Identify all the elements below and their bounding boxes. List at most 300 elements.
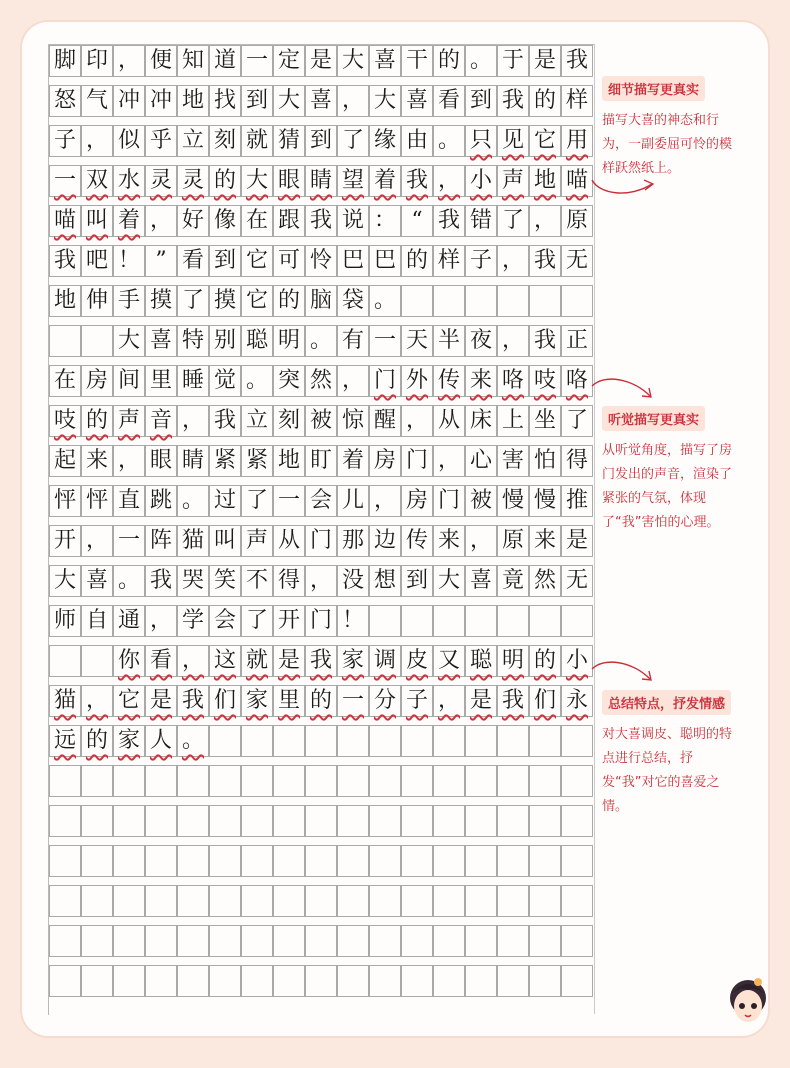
grid-cell	[465, 605, 497, 637]
grid-cell	[241, 925, 273, 957]
grid-cell: 是	[561, 525, 593, 557]
grid-row	[49, 885, 595, 917]
grid-cell	[209, 965, 241, 997]
grid-cell	[369, 885, 401, 917]
grid-cell	[433, 765, 465, 797]
grid-cell: 原	[561, 205, 593, 237]
grid-cell	[241, 725, 273, 757]
grid-cell: 房	[401, 485, 433, 517]
grid-cell	[529, 805, 561, 837]
grid-cell	[305, 805, 337, 837]
grid-cell: 的	[209, 165, 241, 197]
grid-cell	[81, 965, 113, 997]
grid-cell: 乎	[145, 125, 177, 157]
grid-cell: ，	[369, 485, 401, 517]
grid-cell	[529, 885, 561, 917]
grid-cell	[369, 605, 401, 637]
grid-cell: 竟	[497, 565, 529, 597]
grid-cell	[209, 805, 241, 837]
grid-cell: 于	[497, 45, 529, 77]
grid-cell	[433, 285, 465, 317]
grid-cell: ，	[497, 325, 529, 357]
grid-cell	[113, 805, 145, 837]
grid-cell: 我	[497, 85, 529, 117]
grid-cell: ，	[465, 525, 497, 557]
grid-cell: 摸	[209, 285, 241, 317]
grid-cell: ，	[177, 645, 209, 677]
grid-cell: 怦	[81, 485, 113, 517]
grid-cell: 找	[209, 85, 241, 117]
grid-cell: 又	[433, 645, 465, 677]
grid-cell: 我	[145, 565, 177, 597]
grid-cell: ”	[145, 245, 177, 277]
grid-cell	[529, 965, 561, 997]
grid-cell	[177, 925, 209, 957]
grid-cell: 巴	[337, 245, 369, 277]
grid-cell	[49, 805, 81, 837]
grid-cell	[337, 805, 369, 837]
grid-cell: 睡	[177, 365, 209, 397]
grid-cell: 开	[273, 605, 305, 637]
grid-cell: 怕	[529, 445, 561, 477]
grid-cell	[433, 605, 465, 637]
grid-cell: 伸	[81, 285, 113, 317]
grid-cell	[433, 965, 465, 997]
grid-cell: 。	[241, 365, 273, 397]
grid-cell: 大	[433, 565, 465, 597]
grid-cell: 无	[561, 245, 593, 277]
grid-cell: 地	[273, 445, 305, 477]
grid-cell	[561, 925, 593, 957]
grid-cell: 这	[209, 645, 241, 677]
grid-cell: 看	[177, 245, 209, 277]
grid-cell: 脚	[49, 45, 81, 77]
grid-cell: 错	[465, 205, 497, 237]
grid-cell: 小	[561, 645, 593, 677]
grid-cell: 巴	[369, 245, 401, 277]
grid-cell: 从	[433, 405, 465, 437]
grid-cell	[401, 285, 433, 317]
grid-cell: 了	[241, 485, 273, 517]
grid-cell: 的	[81, 405, 113, 437]
grid-cell: 过	[209, 485, 241, 517]
grid-cell: 咯	[561, 365, 593, 397]
grid-cell	[465, 725, 497, 757]
grid-cell	[369, 725, 401, 757]
grid-cell: 我	[529, 245, 561, 277]
grid-cell: 吱	[529, 365, 561, 397]
grid-cell: ，	[305, 565, 337, 597]
grid-cell: 慢	[497, 485, 529, 517]
grid-cell: 外	[401, 365, 433, 397]
grid-cell: 大	[113, 325, 145, 357]
grid-cell	[81, 885, 113, 917]
grid-cell: 夜	[465, 325, 497, 357]
grid-row	[49, 965, 595, 997]
grid-cell: 喵	[49, 205, 81, 237]
grid-cell: 皮	[401, 645, 433, 677]
grid-cell: 是	[273, 645, 305, 677]
grid-cell: 喜	[465, 565, 497, 597]
grid-cell: 开	[49, 525, 81, 557]
grid-cell: 在	[49, 365, 81, 397]
grid-cell: 的	[529, 85, 561, 117]
grid-cell: 冲	[145, 85, 177, 117]
grid-cell: 学	[177, 605, 209, 637]
annotation-text: 对大喜调皮、聪明的特点进行总结，抒发“我”对它的喜爱之情。	[602, 727, 733, 814]
grid-cell: 刻	[209, 125, 241, 157]
grid-cell: 干	[401, 45, 433, 77]
grid-cell: 是	[465, 685, 497, 717]
grid-cell: 立	[241, 405, 273, 437]
grid-cell: ，	[337, 85, 369, 117]
grid-cell: 双	[81, 165, 113, 197]
grid-cell: 气	[81, 85, 113, 117]
grid-cell: 惊	[337, 405, 369, 437]
grid-cell: 喜	[81, 565, 113, 597]
grid-cell	[497, 925, 529, 957]
grid-cell: 便	[145, 45, 177, 77]
grid-cell: 叫	[209, 525, 241, 557]
grid-cell	[465, 885, 497, 917]
grid-cell: 是	[305, 45, 337, 77]
grid-cell: 袋	[337, 285, 369, 317]
grid-cell	[113, 885, 145, 917]
grid-cell: 心	[465, 445, 497, 477]
grid-cell: 被	[305, 405, 337, 437]
grid-cell: 到	[209, 245, 241, 277]
grid-cell: 声	[497, 165, 529, 197]
annotation-arrow	[590, 655, 670, 695]
grid-cell	[561, 965, 593, 997]
grid-cell: 猫	[49, 685, 81, 717]
grid-cell: 的	[273, 285, 305, 317]
grid-cell: 地	[177, 85, 209, 117]
grid-cell	[465, 805, 497, 837]
grid-cell: ，	[337, 365, 369, 397]
grid-cell: 它	[113, 685, 145, 717]
grid-cell: 我	[529, 325, 561, 357]
grid-cell: 紧	[241, 445, 273, 477]
grid-cell: 定	[273, 45, 305, 77]
grid-cell	[113, 845, 145, 877]
grid-cell: 然	[305, 365, 337, 397]
grid-cell: 没	[337, 565, 369, 597]
grid-cell: 跳	[145, 485, 177, 517]
grid-cell: 立	[177, 125, 209, 157]
grid-row	[49, 405, 595, 437]
grid-cell: 了	[497, 205, 529, 237]
grid-cell: 着	[337, 445, 369, 477]
grid-cell: 然	[529, 565, 561, 597]
grid-cell	[497, 605, 529, 637]
grid-cell: 原	[497, 525, 529, 557]
annotation-arrow	[590, 150, 670, 210]
grid-cell: 看	[433, 85, 465, 117]
grid-cell: 人	[145, 725, 177, 757]
grid-cell	[433, 725, 465, 757]
grid-cell: 了	[337, 125, 369, 157]
grid-row	[49, 525, 595, 557]
grid-cell	[145, 965, 177, 997]
grid-row	[49, 45, 595, 77]
grid-cell: 我	[49, 245, 81, 277]
grid-cell: 着	[369, 165, 401, 197]
grid-cell: 聪	[465, 645, 497, 677]
grid-cell	[49, 325, 81, 357]
grid-cell	[273, 885, 305, 917]
grid-cell	[433, 925, 465, 957]
grid-row	[49, 285, 595, 317]
grid-cell	[145, 885, 177, 917]
grid-cell: 调	[369, 645, 401, 677]
grid-cell: 吱	[49, 405, 81, 437]
grid-cell	[241, 885, 273, 917]
grid-cell: 跟	[273, 205, 305, 237]
writing-grid	[48, 44, 595, 1015]
grid-cell	[273, 765, 305, 797]
grid-cell: 间	[113, 365, 145, 397]
grid-cell: 它	[241, 245, 273, 277]
grid-cell: ，	[433, 445, 465, 477]
grid-cell: 推	[561, 485, 593, 517]
grid-cell: 的	[81, 725, 113, 757]
grid-cell: 刻	[273, 405, 305, 437]
grid-cell: 一	[241, 45, 273, 77]
grid-cell: 用	[561, 125, 593, 157]
grid-cell	[369, 765, 401, 797]
grid-cell: 传	[401, 525, 433, 557]
grid-cell	[497, 965, 529, 997]
grid-cell	[561, 845, 593, 877]
grid-cell	[209, 925, 241, 957]
grid-cell	[337, 925, 369, 957]
grid-cell: 直	[113, 485, 145, 517]
grid-cell	[241, 765, 273, 797]
grid-cell: 印	[81, 45, 113, 77]
grid-cell: 慢	[529, 485, 561, 517]
grid-cell: 着	[113, 205, 145, 237]
grid-cell: 会	[209, 605, 241, 637]
grid-cell	[337, 725, 369, 757]
grid-cell	[145, 925, 177, 957]
grid-cell: 起	[49, 445, 81, 477]
grid-cell	[561, 605, 593, 637]
grid-cell: 从	[273, 525, 305, 557]
grid-cell: 远	[49, 725, 81, 757]
grid-cell	[81, 765, 113, 797]
grid-cell: 喜	[145, 325, 177, 357]
grid-cell	[401, 845, 433, 877]
grid-cell: ，	[81, 525, 113, 557]
grid-cell: ：	[369, 205, 401, 237]
grid-cell: 师	[49, 605, 81, 637]
grid-row	[49, 125, 595, 157]
grid-cell: ！	[113, 245, 145, 277]
grid-cell	[369, 805, 401, 837]
grid-cell	[177, 965, 209, 997]
grid-row	[49, 205, 595, 237]
grid-cell: 了	[177, 285, 209, 317]
grid-cell: 手	[113, 285, 145, 317]
grid-cell	[273, 805, 305, 837]
grid-cell: 天	[401, 325, 433, 357]
grid-row	[49, 765, 595, 797]
grid-cell: 门	[305, 605, 337, 637]
grid-cell	[465, 965, 497, 997]
grid-cell	[433, 885, 465, 917]
grid-cell: 只	[465, 125, 497, 157]
grid-cell	[337, 845, 369, 877]
grid-cell: 儿	[337, 485, 369, 517]
grid-cell	[369, 965, 401, 997]
grid-cell	[81, 925, 113, 957]
grid-cell	[113, 925, 145, 957]
grid-cell: ，	[145, 605, 177, 637]
grid-cell	[401, 765, 433, 797]
grid-cell	[369, 845, 401, 877]
grid-cell	[145, 805, 177, 837]
grid-cell	[49, 845, 81, 877]
grid-cell	[497, 845, 529, 877]
grid-cell: 传	[433, 365, 465, 397]
grid-cell	[401, 725, 433, 757]
grid-cell: 说	[337, 205, 369, 237]
grid-cell	[561, 805, 593, 837]
grid-cell	[273, 925, 305, 957]
grid-cell: 阵	[145, 525, 177, 557]
grid-cell: 冲	[113, 85, 145, 117]
grid-cell: 声	[113, 405, 145, 437]
grid-cell	[497, 885, 529, 917]
grid-row	[49, 805, 595, 837]
grid-cell	[369, 925, 401, 957]
grid-cell: 边	[369, 525, 401, 557]
grid-cell: 水	[113, 165, 145, 197]
grid-cell: ，	[401, 405, 433, 437]
grid-cell	[401, 605, 433, 637]
grid-cell: 到	[401, 565, 433, 597]
grid-cell	[145, 845, 177, 877]
grid-cell	[433, 805, 465, 837]
grid-cell: 。	[177, 485, 209, 517]
grid-cell: 了	[241, 605, 273, 637]
grid-cell	[177, 885, 209, 917]
annotation-summary	[602, 690, 744, 819]
annotation-hearing	[602, 406, 744, 535]
grid-cell	[305, 845, 337, 877]
grid-cell: 。	[177, 725, 209, 757]
grid-cell	[209, 885, 241, 917]
grid-cell: 样	[561, 85, 593, 117]
grid-cell: 被	[465, 485, 497, 517]
grid-cell: 。	[369, 285, 401, 317]
grid-cell: 子	[465, 245, 497, 277]
grid-cell: 笑	[209, 565, 241, 597]
grid-cell: 的	[305, 685, 337, 717]
grid-cell: 想	[369, 565, 401, 597]
grid-cell	[241, 965, 273, 997]
grid-cell: 小	[465, 165, 497, 197]
grid-cell: 盯	[305, 445, 337, 477]
grid-cell: 它	[529, 125, 561, 157]
grid-cell: 自	[81, 605, 113, 637]
grid-row	[49, 685, 595, 717]
grid-cell: 我	[209, 405, 241, 437]
grid-cell: 喵	[561, 165, 593, 197]
grid-row	[49, 165, 595, 197]
grid-cell	[177, 805, 209, 837]
grid-cell: 叫	[81, 205, 113, 237]
grid-cell	[81, 325, 113, 357]
grid-cell	[401, 885, 433, 917]
grid-cell	[561, 725, 593, 757]
grid-cell: 永	[561, 685, 593, 717]
grid-cell: 在	[241, 205, 273, 237]
grid-cell: 房	[81, 365, 113, 397]
grid-cell: 那	[337, 525, 369, 557]
grid-cell	[305, 965, 337, 997]
grid-cell	[529, 285, 561, 317]
grid-cell: 好	[177, 205, 209, 237]
annotation-title: 细节描写更真实	[602, 76, 705, 101]
grid-cell: 们	[529, 685, 561, 717]
grid-cell: 得	[273, 565, 305, 597]
grid-cell: 地	[529, 165, 561, 197]
grid-cell	[81, 805, 113, 837]
grid-cell	[529, 925, 561, 957]
grid-cell: 睛	[177, 445, 209, 477]
grid-cell: 上	[497, 405, 529, 437]
grid-cell	[273, 725, 305, 757]
grid-cell	[401, 965, 433, 997]
grid-cell: 突	[273, 365, 305, 397]
grid-cell: ，	[177, 405, 209, 437]
grid-cell	[465, 925, 497, 957]
grid-cell	[561, 885, 593, 917]
grid-cell: 到	[465, 85, 497, 117]
grid-cell: 明	[273, 325, 305, 357]
grid-cell: 灵	[177, 165, 209, 197]
grid-cell: 灵	[145, 165, 177, 197]
grid-row	[49, 565, 595, 597]
grid-cell	[145, 765, 177, 797]
grid-cell: ，	[81, 685, 113, 717]
grid-cell	[497, 805, 529, 837]
grid-cell: 猜	[273, 125, 305, 157]
grid-cell: 一	[113, 525, 145, 557]
grid-cell: 害	[497, 445, 529, 477]
grid-cell: 大	[369, 85, 401, 117]
grid-cell	[209, 725, 241, 757]
grid-cell: ，	[145, 205, 177, 237]
grid-cell: 怦	[49, 485, 81, 517]
grid-cell: 喜	[369, 45, 401, 77]
grid-cell: 吧	[81, 245, 113, 277]
grid-cell: 里	[145, 365, 177, 397]
grid-cell: 大	[49, 565, 81, 597]
grid-cell: 坐	[529, 405, 561, 437]
grid-cell: ！	[337, 605, 369, 637]
grid-cell: 它	[241, 285, 273, 317]
grid-cell: 特	[177, 325, 209, 357]
grid-cell: 家	[241, 685, 273, 717]
grid-row	[49, 845, 595, 877]
grid-cell: 房	[369, 445, 401, 477]
grid-cell	[113, 965, 145, 997]
grid-cell: 半	[433, 325, 465, 357]
grid-cell: 无	[561, 565, 593, 597]
